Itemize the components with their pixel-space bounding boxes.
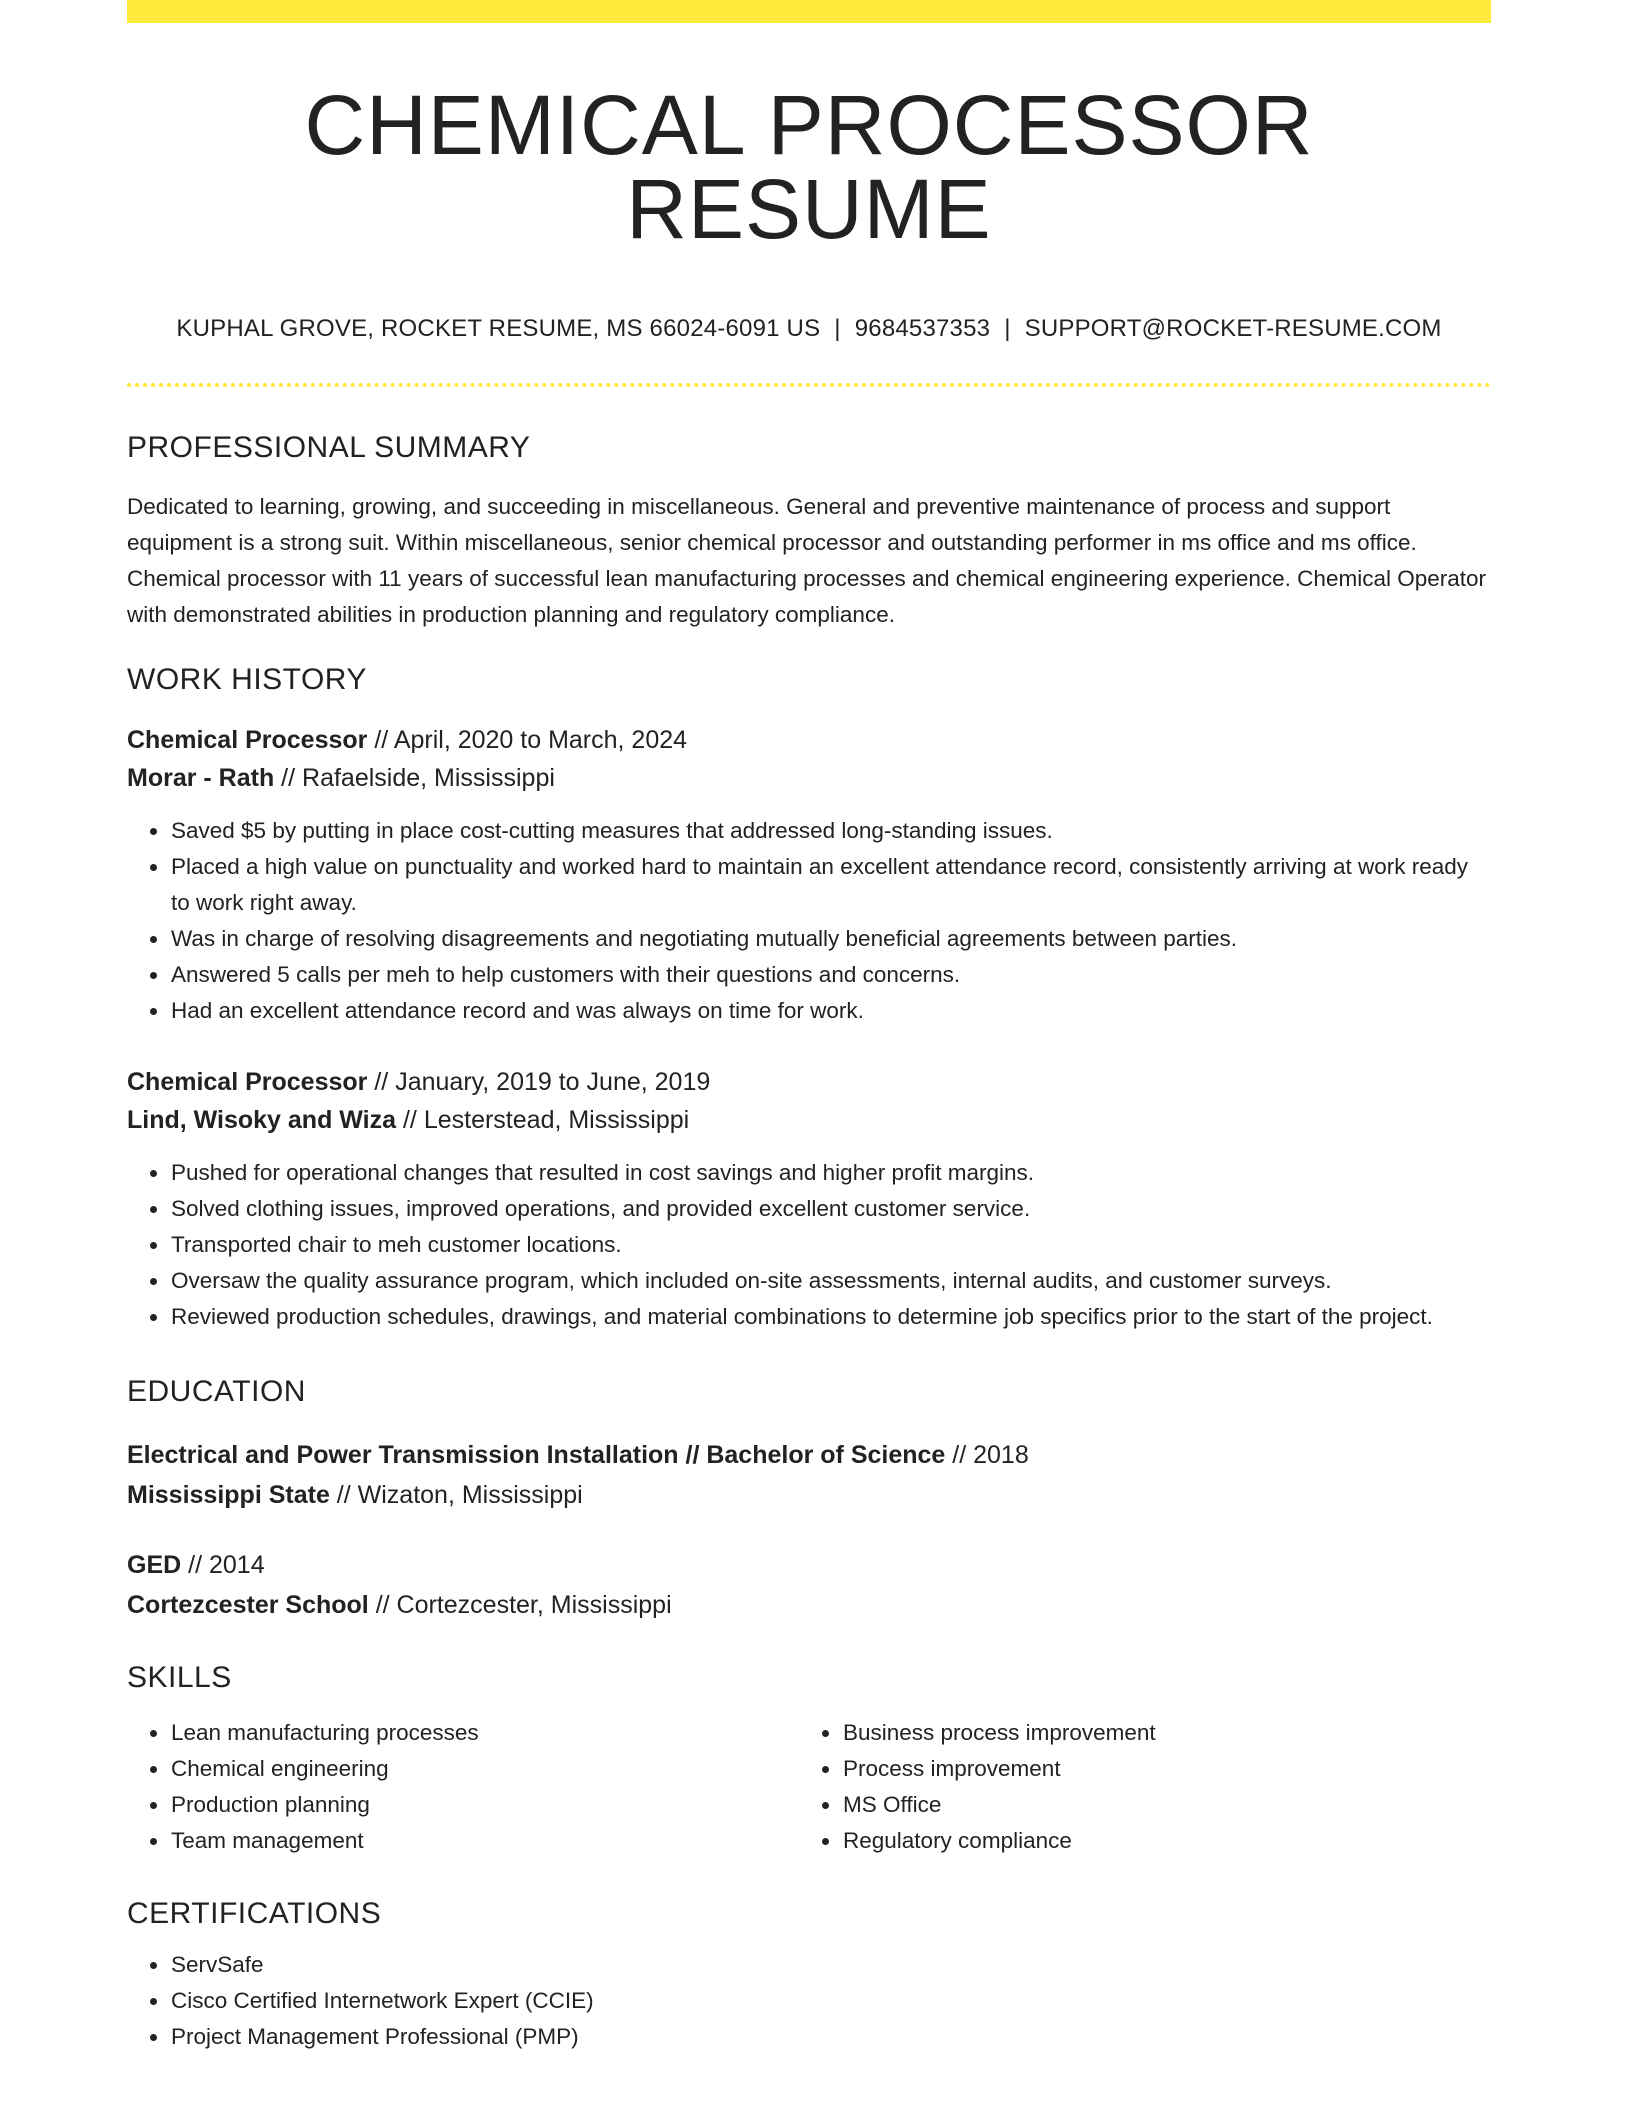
- contact-separator: |: [1004, 315, 1011, 342]
- skills-column-right: [799, 1715, 1471, 1859]
- skill-item: • Regulatory compliance: [842, 1823, 1471, 1859]
- skills-list: [799, 1715, 1471, 1859]
- education-entry: [127, 1545, 1491, 1625]
- job-company-line: [127, 759, 1491, 797]
- skill-item: • Lean manufacturing processes: [170, 1715, 799, 1751]
- list-item: • Reviewed production schedules, drawings, and material combinations to determine job specifics prior to the start of the project.: [170, 1299, 1491, 1335]
- contact-separator: |: [834, 315, 841, 342]
- skill-item: • Process improvement: [842, 1751, 1471, 1787]
- skills-heading: SKILLS: [127, 1661, 232, 1694]
- education-entry: [127, 1435, 1491, 1515]
- separator: //: [367, 1068, 396, 1096]
- separator: //: [367, 726, 394, 754]
- separator: //: [329, 1481, 358, 1509]
- list-item: • Was in charge of resolving disagreements and negotiating mutually beneficial agreements between parties.: [170, 921, 1491, 957]
- job-title: Chemical Processor: [127, 1068, 368, 1096]
- skills-list: [127, 1715, 799, 1859]
- contact-line: [127, 315, 1491, 343]
- school-location: Cortezcester, Mississippi: [396, 1591, 672, 1619]
- skill-item: • Production planning: [170, 1787, 799, 1823]
- job-entry: [127, 1063, 1491, 1335]
- list-item: • Pushed for operational changes that resulted in cost savings and higher profit margins.: [170, 1155, 1491, 1191]
- separator: //: [368, 1591, 397, 1619]
- degree-line: [127, 1545, 1491, 1585]
- separator: //: [396, 1106, 424, 1134]
- job-bullets: [127, 1155, 1491, 1335]
- job-company-line: [127, 1101, 1491, 1139]
- job-dates: January, 2019 to June, 2019: [395, 1068, 711, 1096]
- job-company: Lind, Wisoky and Wiza: [127, 1106, 397, 1134]
- contact-email: SUPPORT@ROCKET-RESUME.COM: [1024, 315, 1442, 342]
- degree-name: Electrical and Power Transmission Installation // Bachelor of Science: [127, 1441, 946, 1469]
- top-accent-bar: [127, 0, 1491, 23]
- contact-phone: 9684537353: [854, 315, 991, 342]
- job-dates: April, 2020 to March, 2024: [393, 726, 688, 754]
- resume-page: [127, 0, 1491, 2055]
- certifications-heading: CERTIFICATIONS: [127, 1897, 382, 1930]
- separator: //: [274, 764, 303, 792]
- work-history-heading: WORK HISTORY: [127, 663, 367, 696]
- job-entry: [127, 721, 1491, 1029]
- job-title-line: [127, 721, 1491, 759]
- list-item: • Placed a high value on punctuality and worked hard to maintain an excellent attendance record, consistently arriving at work ready to work right away.: [170, 849, 1491, 921]
- degree-name: GED: [127, 1551, 182, 1579]
- summary-text: Dedicated to learning, growing, and succeeding in miscellaneous. General and preventive maintenance of process and support equipment is a strong suit. Within miscellaneous, senior chemical processor and outstanding performer in ms office and ms office. Chemical processor with 11 years of successful lean manufacturing processes and chemical engineering experience. Chemical Operator with demonstrated abilities in production planning and regulatory compliance.: [127, 494, 1487, 627]
- job-title-line: [127, 1063, 1491, 1101]
- degree-year: 2014: [208, 1551, 265, 1579]
- skills-column-left: [127, 1715, 799, 1859]
- separator: //: [945, 1441, 974, 1469]
- skills-grid: [127, 1715, 1491, 1859]
- job-location: Lesterstead, Mississippi: [423, 1106, 690, 1134]
- school-line: [127, 1585, 1491, 1625]
- certification-item: • ServSafe: [170, 1947, 1491, 1983]
- list-item: • Transported chair to meh customer locations.: [170, 1227, 1491, 1263]
- list-item: • Oversaw the quality assurance program, which included on-site assessments, internal audits, and customer surveys.: [170, 1263, 1491, 1299]
- summary-heading: PROFESSIONAL SUMMARY: [127, 431, 531, 464]
- list-item: • Had an excellent attendance record and was always on time for work.: [170, 993, 1491, 1029]
- skill-item: • Business process improvement: [842, 1715, 1471, 1751]
- certifications-list: [127, 1947, 1491, 2055]
- resume-title: CHEMICAL PROCESSOR RESUME: [304, 78, 1314, 256]
- school-location: Wizaton, Mississippi: [357, 1481, 583, 1509]
- skill-item: • Chemical engineering: [170, 1751, 799, 1787]
- education-heading: EDUCATION: [127, 1375, 306, 1408]
- certification-item: • Cisco Certified Internetwork Expert (CCIE): [170, 1983, 1491, 2019]
- school-line: [127, 1475, 1491, 1515]
- certification-item: • Project Management Professional (PMP): [170, 2019, 1491, 2055]
- contact-address: KUPHAL GROVE, ROCKET RESUME, MS 66024-6091 US: [176, 315, 821, 342]
- job-company: Morar - Rath: [127, 764, 275, 792]
- skill-item: • Team management: [170, 1823, 799, 1859]
- degree-line: [127, 1435, 1491, 1475]
- school-name: Cortezcester School: [127, 1591, 369, 1619]
- separator: //: [181, 1551, 209, 1579]
- skill-item: • MS Office: [842, 1787, 1471, 1823]
- school-name: Mississippi State: [127, 1481, 330, 1509]
- job-bullets: [127, 813, 1491, 1029]
- list-item: • Answered 5 calls per meh to help customers with their questions and concerns.: [170, 957, 1491, 993]
- list-item: • Saved $5 by putting in place cost-cutting measures that addressed long-standing issues.: [170, 813, 1491, 849]
- job-location: Rafaelside, Mississippi: [302, 764, 555, 792]
- list-item: • Solved clothing issues, improved operations, and provided excellent customer service.: [170, 1191, 1491, 1227]
- dotted-divider: [127, 383, 1491, 387]
- degree-year: 2018: [973, 1441, 1029, 1469]
- job-title: Chemical Processor: [127, 726, 368, 754]
